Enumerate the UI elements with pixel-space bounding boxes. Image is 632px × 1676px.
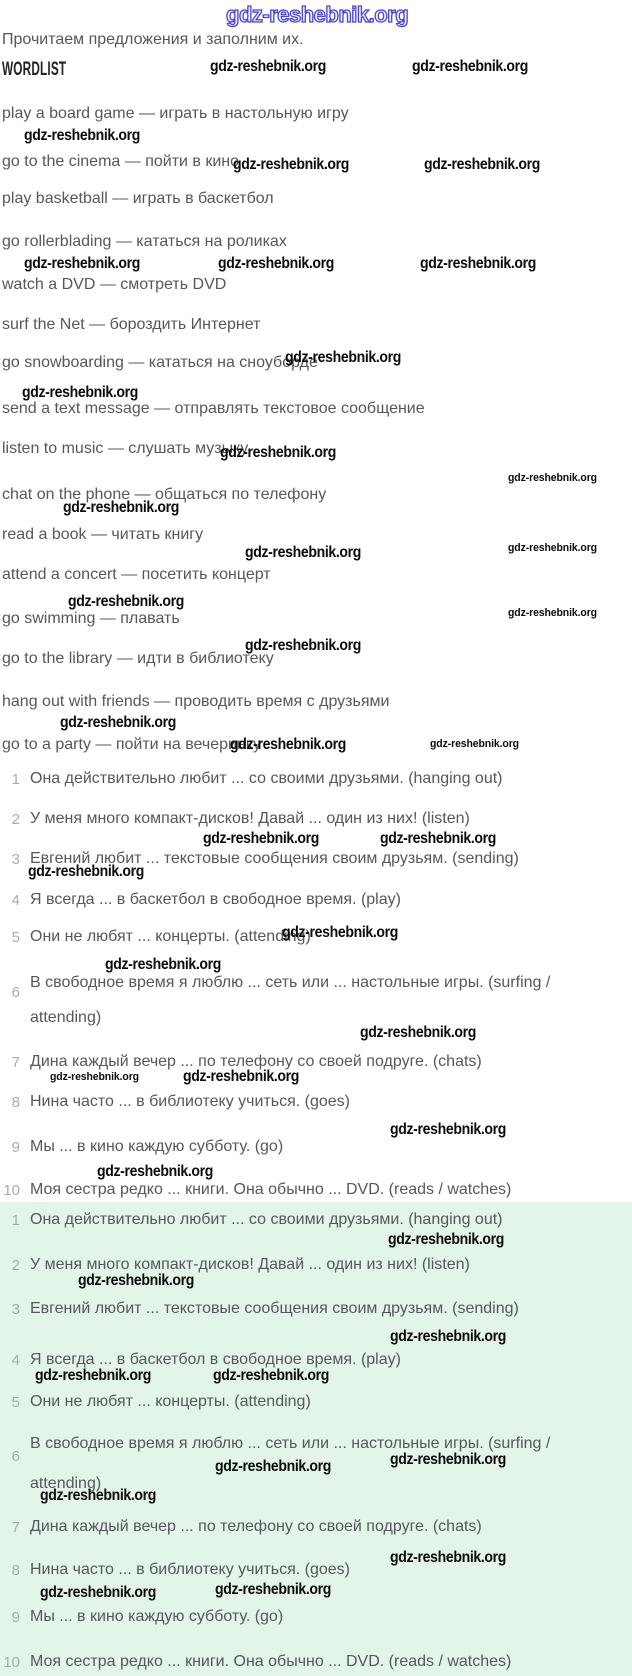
watermark: gdz-reshebnik.org (420, 255, 537, 272)
answer-item (0, 1608, 617, 1626)
answer-text: Дина каждый вечер ... по телефону со своей подруге. (chats) (30, 1518, 482, 1535)
wordlist-entry: listen to music — слушать музыку (2, 440, 249, 457)
watermark: gdz-reshebnik.org (215, 1458, 332, 1475)
exercise-text: В свободное время я люблю ... сеть или ... настольные игры. (surfing / attending) (30, 974, 551, 1026)
answer-text: В свободное время я люблю ... сеть или ... настольные игры. (surfing / attending) (30, 1435, 551, 1492)
watermark: gdz-reshebnik.org (390, 1121, 507, 1138)
exercise-text: Дина каждый вечер ... по телефону со своей подруге. (chats) (30, 1053, 482, 1070)
wordlist-entry: surf the Net — бороздить Интернет (2, 316, 261, 333)
watermark: gdz-reshebnik.org (24, 127, 141, 144)
exercise-item (0, 1053, 617, 1071)
wordlist-title: WORDLIST (2, 59, 67, 80)
wordlist-entry: go to the library — идти в библиотеку (2, 650, 274, 667)
item-number: 8 (11, 1094, 20, 1111)
item-number: 4 (11, 892, 20, 909)
watermark: gdz-reshebnik.org (78, 1272, 195, 1289)
watermark: gdz-reshebnik.org (210, 58, 327, 75)
wordlist-entry: chat on the phone — общаться по телефону (2, 486, 327, 503)
watermark: gdz-reshebnik.org (233, 156, 350, 173)
item-number: 4 (11, 1352, 20, 1369)
watermark: gdz-reshebnik.org (183, 1068, 300, 1085)
item-number: 6 (11, 1448, 20, 1465)
watermark: gdz-reshebnik.org (35, 1367, 152, 1384)
exercise-text: Моя сестра редко ... книги. Она обычно ... DVD. (reads / watches) (30, 1181, 512, 1198)
answer-text: Моя сестра редко ... книги. Она обычно ... DVD. (reads / watches) (30, 1653, 512, 1670)
exercise-item (0, 1138, 617, 1156)
watermark: gdz-reshebnik.org (60, 714, 177, 731)
exercise-item (0, 891, 617, 909)
watermark: gdz-reshebnik.org (424, 156, 541, 173)
wordlist-entry: go to a party — пойти на вечеринку (2, 736, 261, 753)
item-number: 3 (11, 1301, 20, 1318)
intro-text: Прочитаем предложения и заполним их. (2, 31, 304, 48)
exercise-item (0, 1093, 617, 1111)
answer-item (0, 1561, 617, 1579)
watermark: gdz-reshebnik.org (508, 607, 597, 619)
watermark: gdz-reshebnik.org (430, 738, 519, 750)
answer-text: Мы ... в кино каждую субботу. (go) (30, 1608, 284, 1625)
watermark: gdz-reshebnik.org (28, 863, 145, 880)
watermark: gdz-reshebnik.org (97, 1163, 214, 1180)
watermark: gdz-reshebnik.org (68, 593, 185, 610)
item-number: 8 (11, 1562, 20, 1579)
watermark: gdz-reshebnik.org (215, 1581, 332, 1598)
answer-item (0, 1300, 617, 1318)
wordlist-entry: watch a DVD — смотреть DVD (2, 276, 227, 293)
answer-item (0, 1518, 617, 1536)
item-number: 6 (11, 984, 20, 1001)
watermark: gdz-reshebnik.org (22, 384, 139, 401)
exercise-text: Нина часто ... в библиотеку учиться. (goes) (30, 1093, 351, 1110)
item-number: 7 (11, 1054, 20, 1071)
answer-text: Они не любят ... концерты. (attending) (30, 1393, 311, 1410)
watermark: gdz-reshebnik.org (218, 255, 335, 272)
watermark: gdz-reshebnik.org (50, 1071, 139, 1083)
watermark: gdz-reshebnik.org (213, 1367, 330, 1384)
item-number: 5 (11, 929, 20, 946)
item-number: 5 (11, 1394, 20, 1411)
exercise-item (0, 810, 617, 828)
watermark: gdz-reshebnik.org (63, 499, 180, 516)
watermark: gdz-reshebnik.org (360, 1024, 477, 1041)
answer-text: У меня много компакт-дисков! Давай ... один из них! (listen) (30, 1256, 470, 1273)
watermark: gdz-reshebnik.org (380, 830, 497, 847)
exercise-text: Мы ... в кино каждую субботу. (go) (30, 1138, 284, 1155)
item-number: 9 (11, 1609, 20, 1626)
wordlist-entry: play basketball — играть в баскетбол (2, 190, 274, 207)
watermark: gdz-reshebnik.org (282, 924, 399, 941)
exercise-text: Евгений любит ... текстовые сообщения своим друзьям. (sending) (30, 850, 519, 867)
watermark: gdz-reshebnik.org (24, 255, 141, 272)
watermark: gdz-reshebnik.org (105, 956, 222, 973)
answer-text: Евгений любит ... текстовые сообщения своим друзьям. (sending) (30, 1300, 519, 1317)
exercise-item (0, 770, 617, 788)
wordlist-entry: go swimming — плавать (2, 610, 180, 627)
exercise-text: Она действительно любит ... со своими друзьями. (hanging out) (30, 770, 503, 787)
item-number: 1 (11, 771, 20, 788)
watermark: gdz-reshebnik.org (508, 542, 597, 554)
item-number: 2 (11, 1257, 20, 1274)
exercise-item (0, 1181, 617, 1199)
watermark: gdz-reshebnik.org (230, 736, 347, 753)
item-number: 3 (11, 851, 20, 868)
watermark: gdz-reshebnik.org (412, 58, 529, 75)
watermark: gdz-reshebnik.org (245, 637, 362, 654)
wordlist-entry: go snowboarding — кататься на сноуборде (2, 354, 318, 371)
answer-item (0, 1393, 617, 1411)
site-logo-watermark: gdz-reshebnik.org (226, 2, 409, 27)
wordlist-entry: go to the cinema — пойти в кино (2, 153, 240, 170)
item-number: 7 (11, 1519, 20, 1536)
wordlist-entry: read a book — читать книгу (2, 526, 204, 543)
item-number: 9 (11, 1139, 20, 1156)
exercise-text: У меня много компакт-дисков! Давай ... один из них! (listen) (30, 810, 470, 827)
wordlist-entry: send a text message — отправлять текстовое сообщение (2, 400, 425, 417)
item-number: 2 (11, 811, 20, 828)
watermark: gdz-reshebnik.org (245, 544, 362, 561)
wordlist-entry: hang out with friends — проводить время с друзьями (2, 693, 390, 710)
watermark: gdz-reshebnik.org (390, 1549, 507, 1566)
wordlist-entry: play a board game — играть в настольную игру (2, 105, 349, 122)
watermark: gdz-reshebnik.org (40, 1584, 157, 1601)
wordlist-entry: attend a concert — посетить концерт (2, 566, 271, 583)
exercise-text: Они не любят ... концерты. (attending) (30, 928, 311, 945)
item-number: 10 (3, 1654, 20, 1671)
watermark: gdz-reshebnik.org (390, 1451, 507, 1468)
exercise-item (0, 965, 615, 1035)
watermark: gdz-reshebnik.org (388, 1231, 505, 1248)
watermark: gdz-reshebnik.org (508, 472, 597, 484)
answer-text: Я всегда ... в баскетбол в свободное время. (play) (30, 1351, 401, 1368)
watermark: gdz-reshebnik.org (285, 349, 402, 366)
answer-text: Нина часто ... в библиотеку учиться. (goes) (30, 1561, 351, 1578)
item-number: 10 (3, 1182, 20, 1199)
watermark: gdz-reshebnik.org (40, 1487, 157, 1504)
watermark: gdz-reshebnik.org (220, 444, 337, 461)
watermark: gdz-reshebnik.org (390, 1328, 507, 1345)
item-number: 1 (11, 1212, 20, 1229)
answer-item (0, 1211, 617, 1229)
watermark: gdz-reshebnik.org (203, 830, 320, 847)
answer-text: Она действительно любит ... со своими друзьями. (hanging out) (30, 1211, 503, 1228)
answer-item (0, 1653, 617, 1671)
exercise-text: Я всегда ... в баскетбол в свободное время. (play) (30, 891, 401, 908)
wordlist-entry: go rollerblading — кататься на роликах (2, 233, 287, 250)
